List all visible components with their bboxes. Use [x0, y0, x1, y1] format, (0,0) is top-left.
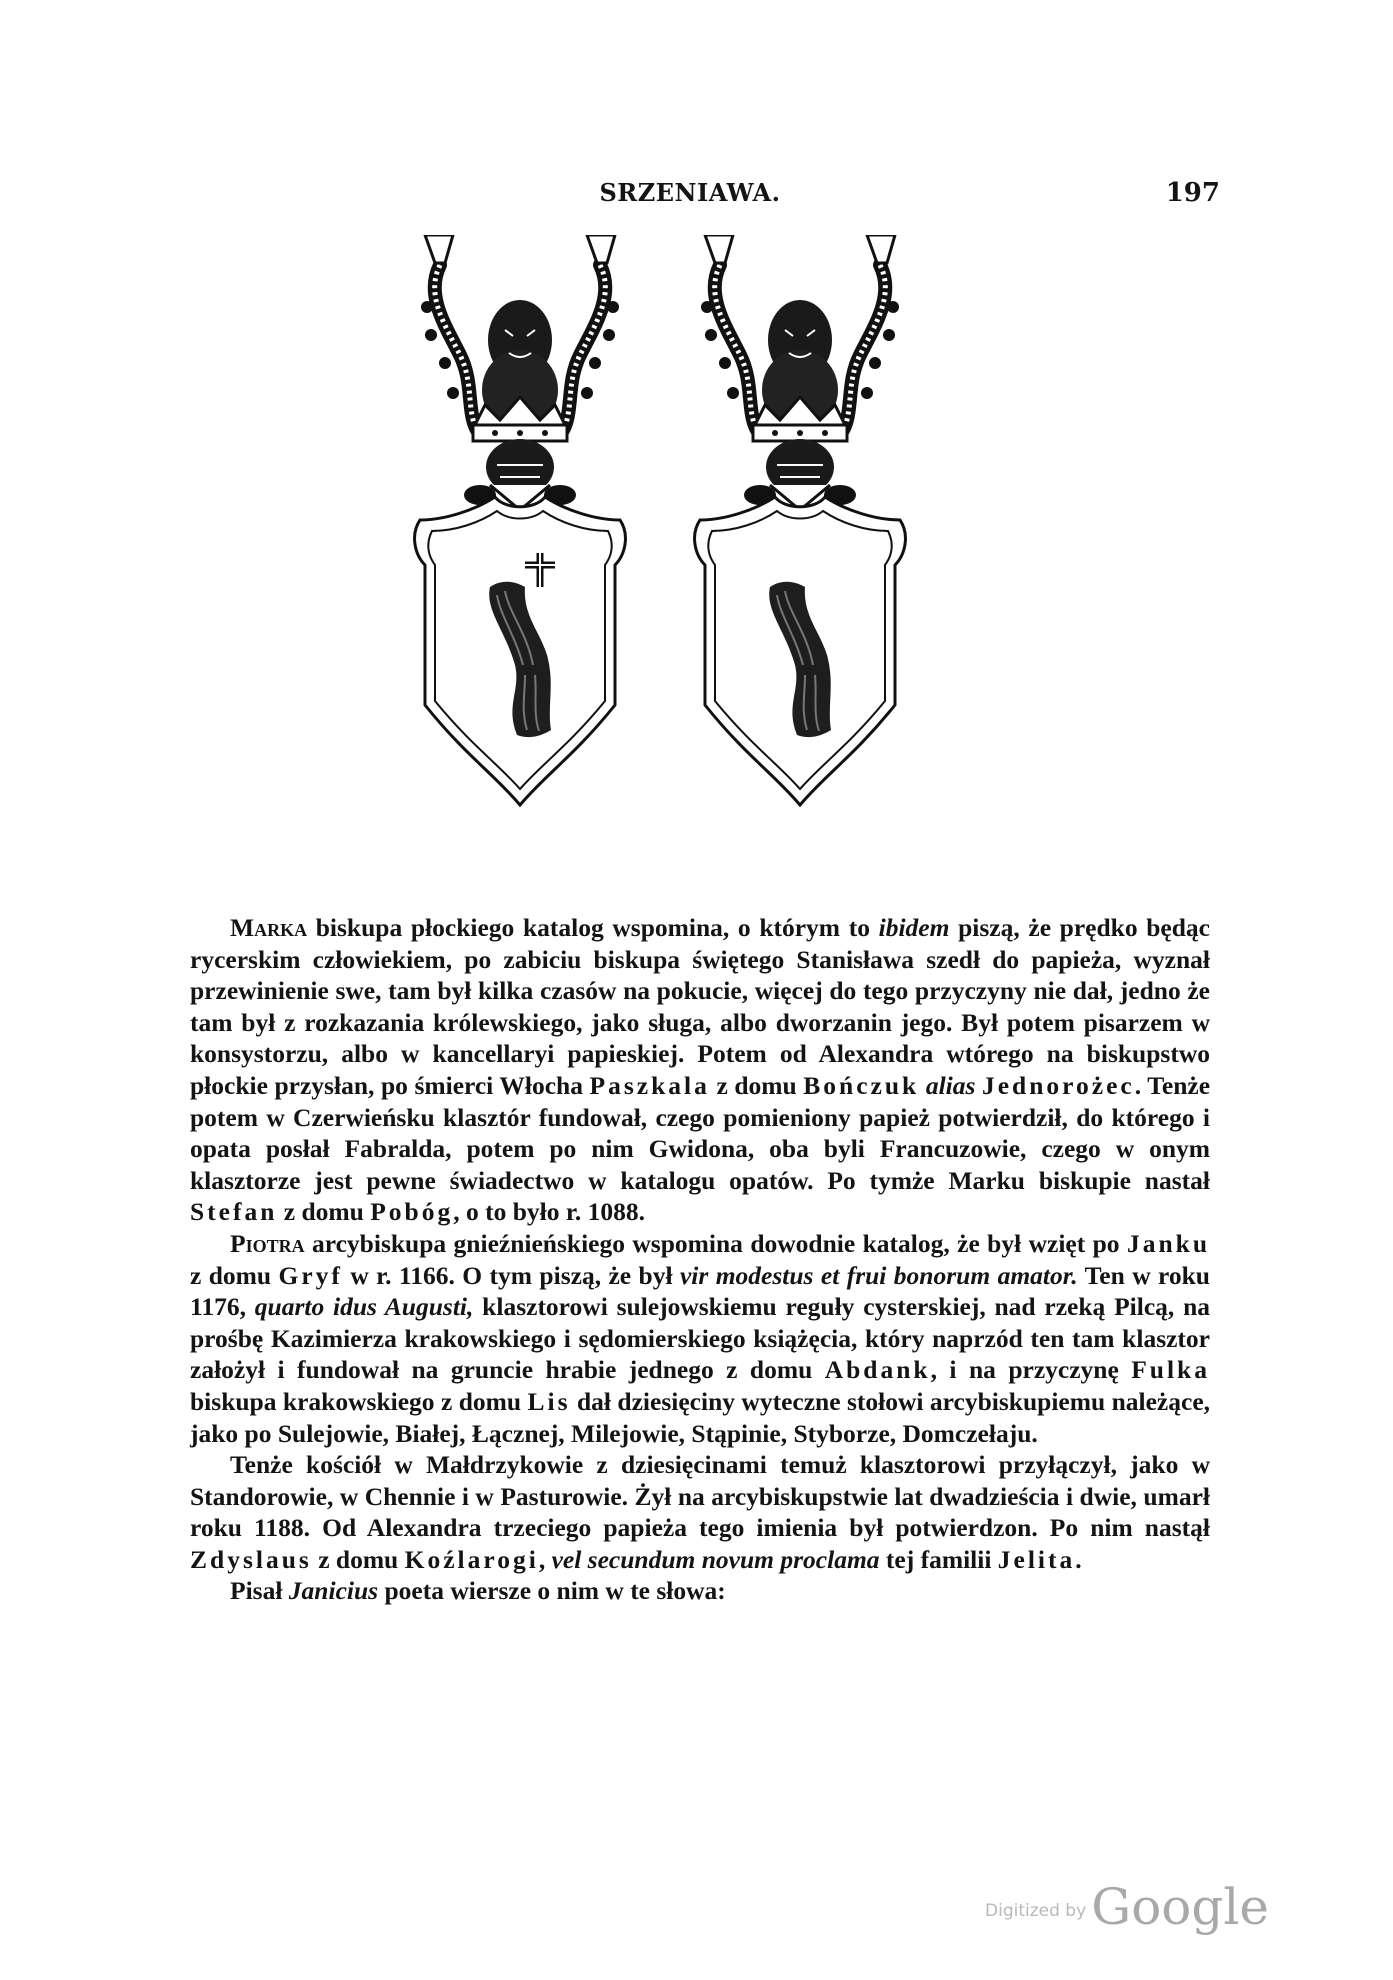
- watermark-prefix: Digitized by: [985, 1901, 1087, 1921]
- text-segment: arcybiskupa gnieźnieńskiego wspomina dowodnie katalog, że był wzięt po: [304, 1228, 1127, 1258]
- text-segment: Lis: [527, 1386, 571, 1416]
- text-segment: Tenże kościół w Małdrzykowie z dziesięcinami temuż klasztorowi przyłączył, jako w Standorowie, w Chennie i w Pasturowie. Żył na arcybiskupstwie lat dwadzieścia i dwie, umarł roku 1188. Od Alexandra trzeciego papieża tego imienia był potwierdzon. Po nim nastął: [190, 1450, 1210, 1543]
- text-segment: Koźlarogi: [404, 1544, 539, 1574]
- text-segment: Bończuk: [803, 1070, 920, 1100]
- paragraph: [190, 1575, 1210, 1607]
- text-segment: Piotra: [230, 1228, 305, 1258]
- body-text: [190, 912, 1210, 1607]
- text-segment: z domu: [709, 1070, 804, 1100]
- text-segment: Pisał: [230, 1576, 289, 1606]
- text-segment: .: [1075, 1544, 1082, 1574]
- text-segment: Zdyslaus: [190, 1544, 312, 1574]
- text-segment: Abdank: [824, 1355, 931, 1385]
- text-segment: , i na przyczynę: [930, 1355, 1132, 1385]
- paragraph: [190, 1449, 1210, 1575]
- text-segment: Gryf: [278, 1260, 343, 1290]
- running-title: SRZENIAWA.: [599, 178, 781, 207]
- text-segment: Janicius: [288, 1576, 379, 1606]
- text-segment: Marka: [230, 913, 308, 942]
- coat-of-arms-srzeniawa-icon: [385, 235, 945, 875]
- text-segment: quarto idus Augusti,: [254, 1292, 474, 1322]
- text-segment: vel secundum novum proclama: [551, 1544, 880, 1574]
- paragraph: [190, 1228, 1210, 1449]
- text-segment: biskupa krakowskiego z domu: [190, 1386, 528, 1416]
- text-segment: Pobóg: [370, 1197, 454, 1227]
- page-number: 197: [1165, 178, 1220, 208]
- text-segment: Jelita: [997, 1544, 1076, 1574]
- text-segment: vir modestus et frui bonorum amator.: [679, 1260, 1078, 1290]
- text-segment: Paszkala: [589, 1070, 710, 1100]
- text-segment: tej familii: [879, 1544, 998, 1574]
- text-segment: [975, 1071, 982, 1100]
- coat-of-arms-illustration: [385, 235, 945, 875]
- text-segment: Fulka: [1131, 1355, 1210, 1385]
- text-segment: Janku: [1126, 1228, 1210, 1258]
- text-segment: w r. 1166. O tym piszą, że był: [342, 1260, 680, 1290]
- paragraph: [190, 912, 1210, 1228]
- google-logo: Google: [1091, 1878, 1269, 1936]
- text-segment: klasztorowi sulejowskiemu reguły cysterskiej, nad rzeką Pilcą, na prośbę Kazimierza krakowskiego i sędomierskiego książęcia, który naprzód ten tam klasztor założył i fundował na gruncie hrabie jednego z domu: [190, 1292, 1211, 1385]
- text-segment: biskupa płockiego katalog wspomina, o którym to: [307, 913, 879, 942]
- text-segment: ibidem: [878, 913, 950, 942]
- text-segment: , o to było r. 1088.: [453, 1197, 645, 1227]
- text-segment: poeta wiersze o nim w te słowa:: [378, 1576, 726, 1606]
- text-segment: z domu: [190, 1260, 279, 1290]
- text-segment: dał dziesięciny wyteczne stołowi arcybiskupiemu należące, jako po Sulejowie, Białej, Łącznej, Milejowie, Stąpinie, Styborze, Domczełaju.: [190, 1386, 1211, 1448]
- digitized-by-google-watermark: [985, 1878, 1269, 1936]
- text-segment: ,: [538, 1544, 552, 1574]
- text-segment: z domu: [277, 1197, 371, 1227]
- text-segment: piszą, że prędko będąc rycerskim człowiekiem, po zabiciu biskupa świętego Stanisława szedł do papieża, wyznał przewinienie swe, tam był kilka czasów na pokucie, więcej do tego przyczyny nie dał, jedno że tam był z rozkazania królewskiego, jako sługa, albo dworzanin jego. Był potem pisarzem w konsystorzu, albo w kancellaryi papieskiej. Potem od Alexandra wtórego na biskupstwo płockie przysłan, po śmierci Włocha: [190, 913, 1211, 1100]
- text-segment: . Tenże potem w Czerwieńsku klasztór fundował, czego pomieniony papież potwierdził, do którego i opata posłał Fabralda, potem po nim Gwidona, oba byli Francuzowie, czego w onym klasztorze jest pewne świadectwo w katalogu opatów. Po tymże Marku biskupie nastał: [190, 1070, 1211, 1195]
- text-segment: z domu: [311, 1544, 405, 1574]
- text-segment: [919, 1071, 926, 1100]
- text-segment: Jednorożec: [981, 1070, 1135, 1100]
- text-segment: Stefan: [190, 1197, 278, 1227]
- text-segment: alias: [925, 1070, 976, 1100]
- page-header: [160, 178, 1220, 218]
- text-segment: Ten w roku 1176,: [190, 1260, 1210, 1322]
